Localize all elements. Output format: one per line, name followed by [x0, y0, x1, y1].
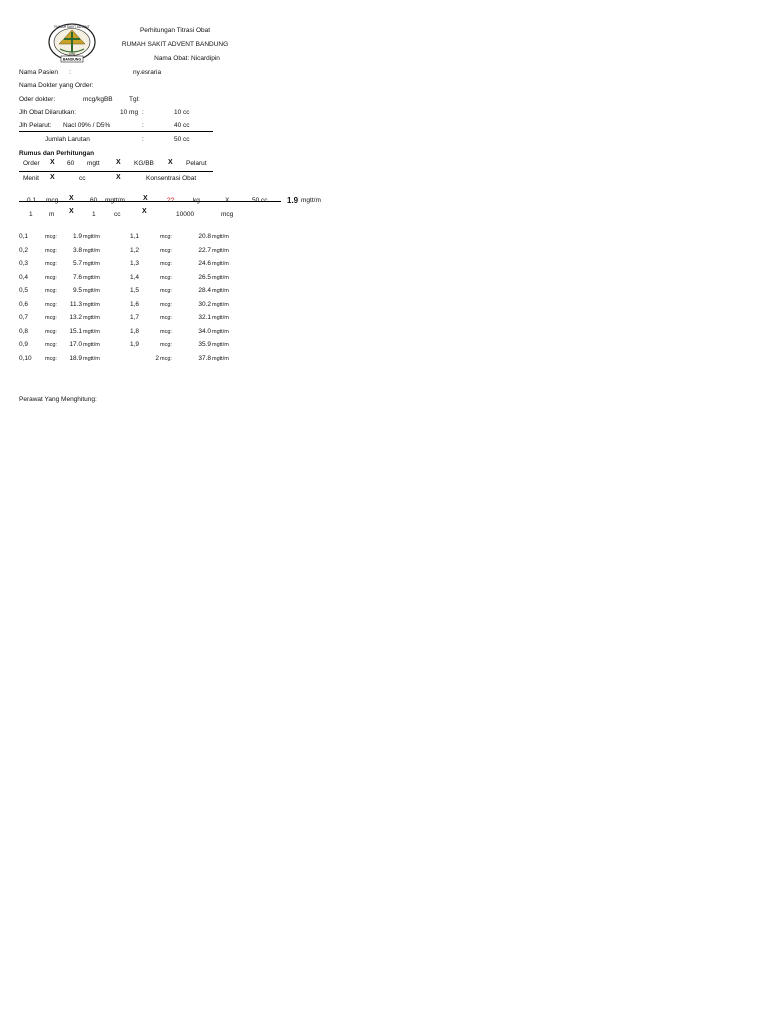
rate-right: [198, 301, 211, 308]
formula-cc: cc: [79, 175, 86, 182]
formula-multiply: X: [50, 174, 55, 181]
unit-label-left-value: mcg:: [45, 356, 57, 362]
rate-left-value: 13.2: [69, 314, 82, 321]
dose-left: [19, 247, 28, 254]
rate-right-value: 35.9: [198, 341, 211, 348]
doctor-label: Nama Dokter yang Order:: [19, 82, 94, 89]
calc-sixty: 60: [90, 197, 98, 204]
unit-label-left: [45, 302, 57, 308]
solvent-name: Nacl 09% / D5%: [63, 122, 111, 129]
dose-right-value: 1,9: [130, 341, 140, 348]
rate-left: [70, 301, 82, 308]
logo-top-text: RUMAH SAKIT ADVENT: [54, 25, 90, 29]
formula-multiply: X: [50, 159, 55, 166]
dose-right: [130, 233, 139, 240]
calc-den-concentration: 10000: [176, 211, 195, 218]
dose-left-value: 0,10: [19, 355, 32, 362]
rate-unit: mgtt/m: [212, 261, 229, 267]
dose-left-value: 0,6: [19, 301, 29, 308]
calc-result-unit: mgtt/m: [301, 197, 321, 204]
unit-label-left-value: mcg:: [45, 342, 57, 348]
formula-multiply: X: [116, 174, 121, 181]
unit-label-left: [45, 261, 57, 267]
unit-label-left-value: mcg:: [45, 302, 57, 308]
dose-left-value: 0,1: [19, 233, 29, 240]
rate-unit: mgtt/m: [83, 315, 100, 321]
formula-order: Order: [23, 160, 40, 167]
rate-right-value: 20.8: [198, 233, 211, 240]
unit-label-right-value: mcg:: [160, 261, 172, 267]
rate-unit: mgtt/m: [83, 329, 100, 335]
nurse-label: Perawat Yang Menghitung:: [19, 396, 97, 403]
dose-left: [19, 355, 32, 362]
dose-right-value: 1,8: [130, 328, 140, 335]
dose-left: [19, 287, 28, 294]
formula-konsentrasi: Konsentrasi Obat: [146, 175, 197, 182]
document-title: Perhitungan Titrasi Obat: [139, 27, 211, 34]
unit-label-left: [45, 315, 57, 321]
rate-left-value: 7.6: [72, 274, 82, 281]
rate-right: [198, 260, 211, 267]
order-label: Oder dokter:: [19, 96, 56, 103]
unit-label-right-value: mcg:: [160, 342, 172, 348]
rate-left: [73, 274, 82, 281]
calc-den-one-cc: 1: [92, 211, 96, 218]
rate-unit: mgtt/m: [83, 342, 100, 348]
rate-right-value: 24.6: [198, 260, 211, 267]
unit-label-right: [160, 342, 172, 348]
unit-label-left-value: mcg:: [45, 288, 57, 294]
unit-label-right: [160, 315, 172, 321]
unit-label-right-value: mcg:: [160, 302, 172, 308]
dose-right: [130, 328, 139, 335]
calc-multiply: X: [69, 208, 74, 215]
rate-left: [69, 328, 82, 335]
dose-right: [130, 274, 139, 281]
dose-right-value: 1,1: [130, 233, 140, 240]
rate-unit: mgtt/m: [83, 288, 100, 294]
rate-left-value: 5.7: [72, 260, 82, 267]
calc-den-one: 1: [29, 211, 33, 218]
formula-fraction-line: [19, 171, 213, 172]
rate-unit: mgtt/m: [212, 356, 229, 362]
formula-mgtt: mgtt: [87, 160, 100, 167]
dose-right-value: 1,2: [130, 247, 140, 254]
patient-label: Nama Pasien: [19, 69, 59, 76]
calc-kgbb-missing: ??: [167, 197, 175, 204]
unit-label-left: [45, 288, 57, 294]
dose-left: [19, 341, 28, 348]
formula-sixty: 60: [67, 160, 75, 167]
order-unit: mcg/kgBB: [83, 96, 113, 103]
dose-left: [19, 314, 28, 321]
unit-label-right-value: mcg:: [160, 329, 172, 335]
rate-left: [73, 287, 82, 294]
dissolved-volume: 10 cc: [174, 109, 190, 116]
rate-left: [73, 233, 82, 240]
dose-left: [19, 233, 28, 240]
unit-label-left-value: mcg:: [45, 248, 57, 254]
unit-label-right: [160, 302, 172, 308]
hospital-name: RUMAH SAKIT ADVENT BANDUNG: [121, 41, 229, 48]
unit-label-right: [160, 356, 172, 362]
rate-unit: mgtt/m: [212, 342, 229, 348]
total-colon: :: [142, 136, 144, 143]
rate-right: [198, 274, 211, 281]
dose-left-value: 0,7: [19, 314, 29, 321]
unit-label-left: [45, 329, 57, 335]
rate-right: [198, 355, 211, 362]
unit-label-left-value: mcg:: [45, 329, 57, 335]
rate-right-value: 30.2: [198, 301, 211, 308]
unit-label-left-value: mcg:: [45, 261, 57, 267]
rate-right-value: 28.4: [198, 287, 211, 294]
dose-right-value: 1,4: [130, 274, 140, 281]
calc-multiply: X: [225, 197, 230, 204]
calc-multiply: X: [142, 208, 147, 215]
rate-left-value: 18.9: [69, 355, 82, 362]
unit-label-left: [45, 356, 57, 362]
rate-left: [69, 355, 82, 362]
rate-right-value: 32.1: [198, 314, 211, 321]
calc-kg: kg: [193, 197, 200, 204]
drug-name: Nama Obat: Nicardipin: [154, 55, 220, 62]
rate-unit: mgtt/m: [212, 315, 229, 321]
unit-label-right-value: mcg:: [160, 288, 172, 294]
logo-bottom-text: BANDUNG: [62, 57, 82, 62]
calc-multiply: X: [143, 195, 148, 202]
unit-label-left-value: mcg:: [45, 275, 57, 281]
dissolved-colon: :: [142, 109, 144, 116]
dose-left-value: 0,8: [19, 328, 29, 335]
rate-left-value: 11.3: [69, 301, 82, 308]
rate-right: [198, 247, 211, 254]
unit-label-right: [160, 288, 172, 294]
hospital-logo: [47, 22, 97, 64]
rate-left: [73, 247, 82, 254]
unit-label-left: [45, 234, 57, 240]
rate-left-value: 1.9: [72, 233, 82, 240]
total-volume: 50 cc: [174, 136, 190, 143]
rate-left-value: 3.8: [72, 247, 82, 254]
solvent-volume: 40 cc: [174, 122, 190, 129]
rate-right-value: 37.8: [198, 355, 211, 362]
unit-label-left: [45, 275, 57, 281]
formula-kgbb: KG/BB: [134, 160, 154, 167]
unit-label-left-value: mcg:: [45, 315, 57, 321]
dose-right: [130, 341, 139, 348]
rate-left-value: 15.1: [69, 328, 82, 335]
unit-label-right: [160, 234, 172, 240]
rate-unit: mgtt/m: [212, 248, 229, 254]
dissolved-label: Jlh Obat Dilarutkan:: [19, 109, 77, 116]
rate-unit: mgtt/m: [83, 302, 100, 308]
rate-unit: mgtt/m: [83, 356, 100, 362]
rate-left: [73, 260, 82, 267]
rate-right: [198, 233, 211, 240]
calc-fraction-line: [19, 201, 281, 202]
dose-right: [130, 260, 139, 267]
calc-den-m: m: [49, 211, 55, 218]
rate-unit: mgtt/m: [212, 288, 229, 294]
unit-label-right-value: mcg:: [160, 315, 172, 321]
calc-volume: 50 cc: [252, 197, 268, 204]
rate-right-value: 34.0: [198, 328, 211, 335]
rate-right-value: 26.5: [198, 274, 211, 281]
formula-multiply: X: [116, 159, 121, 166]
rate-unit: mgtt/m: [212, 234, 229, 240]
calc-result-value: 1.9: [287, 196, 299, 205]
unit-label-right-value: mcg:: [160, 275, 172, 281]
patient-value: ny.esraria: [133, 69, 162, 76]
formula-heading: Rumus dan Perhitungan: [19, 150, 95, 157]
formula-multiply: X: [168, 159, 173, 166]
dose-left: [19, 260, 28, 267]
dose-left-value: 0,3: [19, 260, 29, 267]
rate-right: [198, 287, 211, 294]
rate-unit: mgtt/m: [83, 234, 100, 240]
dose-left: [19, 301, 28, 308]
dose-left-value: 0,4: [19, 274, 29, 281]
unit-label-right-value: mcg:: [160, 248, 172, 254]
total-label: Jumlah Larutan: [45, 136, 90, 143]
calc-den-cc: cc: [114, 211, 121, 218]
dose-right: [130, 301, 139, 308]
dose-right: [130, 247, 139, 254]
unit-label-right: [160, 275, 172, 281]
unit-label-left: [45, 342, 57, 348]
rate-right-value: 22.7: [198, 247, 211, 254]
unit-label-right: [160, 329, 172, 335]
dose-right-value: 1,6: [130, 301, 140, 308]
calc-mcg: mcg: [46, 197, 59, 204]
formula-pelarut: Pelarut: [186, 160, 207, 167]
patient-colon: :: [69, 69, 71, 76]
calc-mgtt: mgtt/m: [105, 197, 125, 204]
rate-unit: mgtt/m: [212, 302, 229, 308]
solvent-label: Jlh Pelarut:: [19, 122, 52, 129]
dose-right-value: 1,3: [130, 260, 140, 267]
dose-left: [19, 274, 28, 281]
rate-left: [69, 314, 82, 321]
unit-label-right-value: mcg:: [160, 356, 172, 362]
dose-left-value: 0,2: [19, 247, 29, 254]
rate-left-value: 17.0: [69, 341, 82, 348]
rate-right: [198, 341, 211, 348]
formula-menit: Menit: [23, 175, 39, 182]
rate-unit: mgtt/m: [83, 275, 100, 281]
rate-unit: mgtt/m: [83, 261, 100, 267]
calc-multiply: X: [69, 195, 74, 202]
calc-order: 0.1: [27, 197, 37, 204]
dissolved-amount: 10 mg: [120, 109, 139, 116]
rate-unit: mgtt/m: [83, 248, 100, 254]
dose-left-value: 0,5: [19, 287, 29, 294]
dose-left: [19, 328, 28, 335]
calc-den-mcg: mcg: [221, 211, 234, 218]
unit-label-right: [160, 261, 172, 267]
date-label: Tgl:: [129, 96, 140, 103]
dose-right: [155, 355, 159, 362]
unit-label-left: [45, 248, 57, 254]
logo-year: 1950: [68, 52, 76, 57]
rate-right: [198, 328, 211, 335]
rate-unit: mgtt/m: [212, 329, 229, 335]
total-divider: [19, 131, 213, 132]
rate-right: [198, 314, 211, 321]
dose-right-value: 2: [155, 355, 159, 362]
dose-right: [130, 287, 139, 294]
solvent-colon: :: [142, 122, 144, 129]
rate-unit: mgtt/m: [212, 275, 229, 281]
dose-right: [130, 314, 139, 321]
dose-right-value: 1,5: [130, 287, 140, 294]
unit-label-left-value: mcg:: [45, 234, 57, 240]
rate-left-value: 9.5: [72, 287, 82, 294]
rate-left: [69, 341, 82, 348]
dose-left-value: 0,9: [19, 341, 29, 348]
unit-label-right: [160, 248, 172, 254]
unit-label-right-value: mcg:: [160, 234, 172, 240]
dose-right-value: 1,7: [130, 314, 140, 321]
